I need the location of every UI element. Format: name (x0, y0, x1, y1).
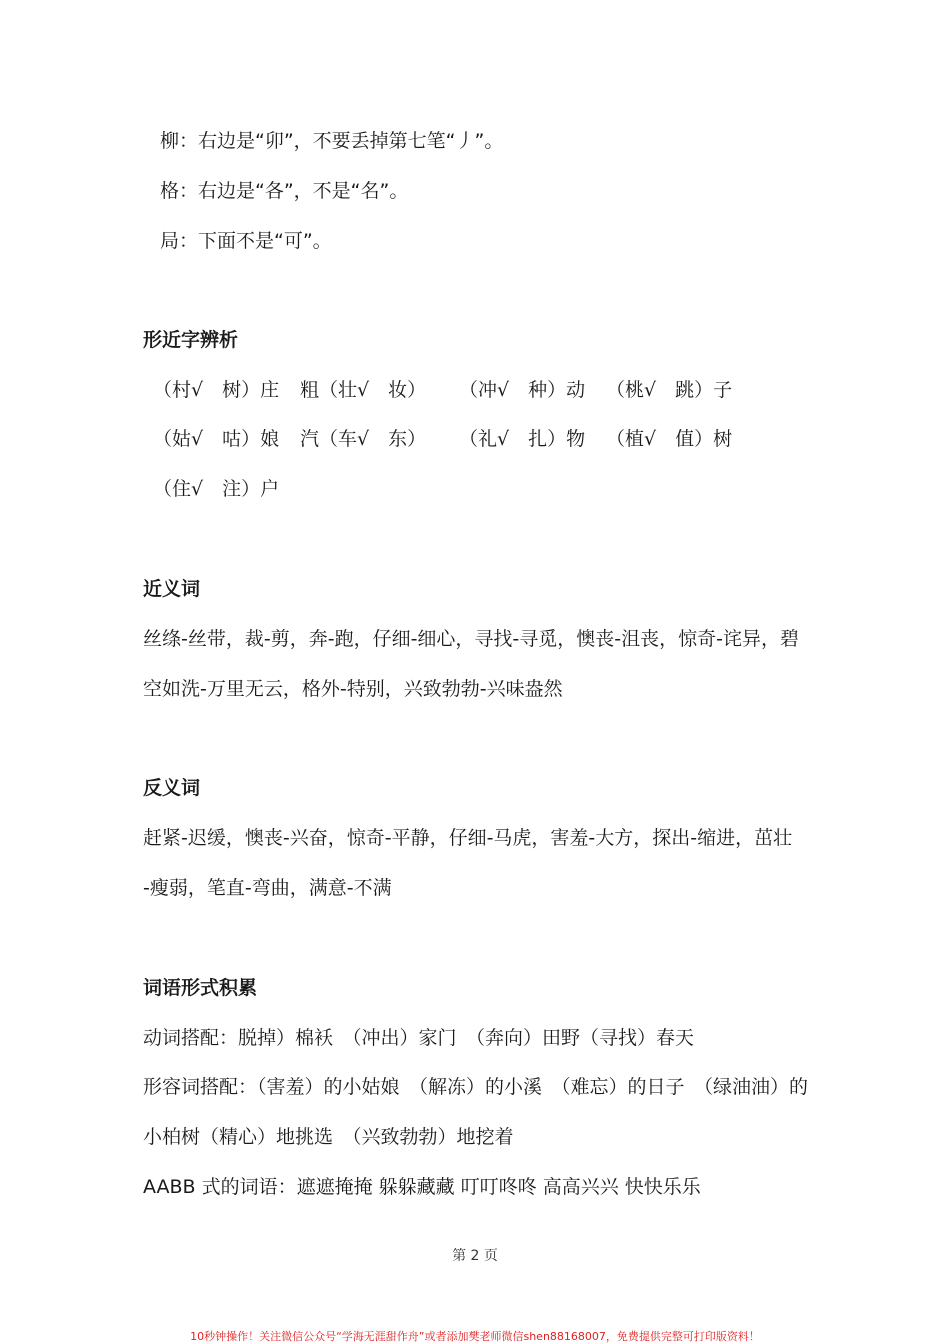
page-number: 第 2 页 (452, 1248, 498, 1264)
antonyms-line-2: -瘦弱，笔直-弯曲，满意-不满 (143, 877, 392, 899)
similar-cell: （冲√ 种）动 (459, 379, 586, 401)
note-line-2: 格：右边是“各”，不是“名”。 (160, 180, 409, 202)
word-forms-line-2: 形容词搭配：（害羞）的小姑娘 （解冻）的小溪 （难忘）的日子 （绿油油）的 (143, 1076, 809, 1098)
section-heading-similar-characters: 形近字辨析 (143, 329, 239, 351)
similar-cell: （礼√ 扎）物 (459, 428, 586, 450)
similar-cell: （村√ 树）庄 (153, 379, 280, 401)
synonyms-line-1: 丝绦-丝带，裁-剪，奔-跑，仔细-细心，寻找-寻觅，懊丧-沮丧，惊奇-诧异，碧 (143, 628, 799, 650)
note-line-3: 局：下面不是“可”。 (160, 230, 332, 252)
similar-cell: 汽（车√ 东） (300, 428, 427, 450)
similar-cell: （桃√ 跳）子 (606, 379, 733, 401)
watermark-notice: 10秒钟操作！关注微信公众号“学海无涯甜作舟”或者添加樊老师微信shen88168007，免费提供完整可打印版资料！ (190, 1330, 760, 1343)
section-heading-word-forms: 词语形式积累 (143, 977, 258, 999)
word-forms-line-4: AABB 式的词语：遮遮掩掩 躲躲藏藏 叮叮咚咚 高高兴兴 快快乐乐 (143, 1176, 701, 1198)
note-line-1: 柳：右边是“卯”，不要丢掉第七笔“丿”。 (160, 130, 504, 152)
section-heading-synonyms: 近义词 (143, 578, 201, 600)
word-forms-line-1: 动词搭配：脱掉）棉袄 （冲出）家门 （奔向）田野（寻找）春天 (143, 1027, 695, 1049)
similar-cell: （植√ 值）树 (606, 428, 733, 450)
similar-cell: （姑√ 咕）娘 (153, 428, 280, 450)
antonyms-line-1: 赶紧-迟缓，懊丧-兴奋，惊奇-平静，仔细-马虎，害羞-大方，探出-缩进，茁壮 (143, 827, 793, 849)
word-forms-line-3: 小柏树（精心）地挑选 （兴致勃勃）地挖着 (143, 1126, 514, 1148)
synonyms-line-2: 空如洗-万里无云，格外-特别，兴致勃勃-兴味盎然 (143, 678, 563, 700)
section-heading-antonyms: 反义词 (143, 777, 201, 799)
similar-cell: 粗（壮√ 妆） (300, 379, 427, 401)
similar-cell: （住√ 注）户 (153, 478, 280, 500)
